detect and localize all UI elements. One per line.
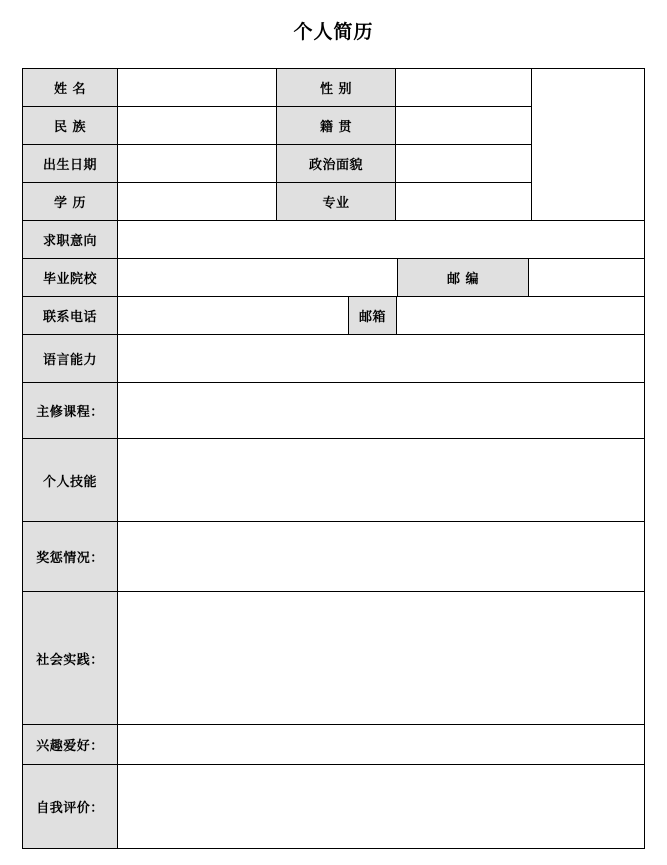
postal-code-label: 邮 编 <box>397 258 529 297</box>
personal-skills-label: 个人技能 <box>22 438 118 522</box>
gender-field[interactable] <box>395 68 532 107</box>
political-status-label: 政治面貌 <box>276 144 396 183</box>
native-place-label: 籍 贯 <box>276 106 396 145</box>
education-label: 学 历 <box>22 182 118 221</box>
page-title: 个人简历 <box>293 21 374 43</box>
phone-label: 联系电话 <box>22 296 118 335</box>
main-courses-field[interactable] <box>117 382 645 439</box>
name-field[interactable] <box>117 68 277 107</box>
awards-label: 奖惩情况： <box>22 521 118 592</box>
gender-label: 性 别 <box>276 68 396 107</box>
name-label: 姓 名 <box>22 68 118 107</box>
birth-date-field[interactable] <box>117 144 277 183</box>
personal-skills-field[interactable] <box>117 438 645 522</box>
phone-field[interactable] <box>117 296 349 335</box>
native-place-field[interactable] <box>395 106 532 145</box>
hobbies-label: 兴趣爱好： <box>22 724 118 765</box>
postal-code-field[interactable] <box>528 258 645 297</box>
self-evaluation-label: 自我评价： <box>22 764 118 849</box>
language-ability-label: 语言能力 <box>22 334 118 383</box>
job-intention-label: 求职意向 <box>22 220 118 259</box>
awards-field[interactable] <box>117 521 645 592</box>
education-field[interactable] <box>117 182 277 221</box>
social-practice-field[interactable] <box>117 591 645 725</box>
major-field[interactable] <box>395 182 532 221</box>
hobbies-field[interactable] <box>117 724 645 765</box>
email-field[interactable] <box>396 296 645 335</box>
email-label: 邮箱 <box>348 296 397 335</box>
ethnicity-label: 民 族 <box>22 106 118 145</box>
photo-area[interactable] <box>531 68 645 221</box>
self-evaluation-field[interactable] <box>117 764 645 849</box>
ethnicity-field[interactable] <box>117 106 277 145</box>
graduated-school-field[interactable] <box>117 258 398 297</box>
job-intention-field[interactable] <box>117 220 645 259</box>
language-ability-field[interactable] <box>117 334 645 383</box>
birth-date-label: 出生日期 <box>22 144 118 183</box>
main-courses-label: 主修课程： <box>22 382 118 439</box>
political-status-field[interactable] <box>395 144 532 183</box>
graduated-school-label: 毕业院校 <box>22 258 118 297</box>
major-label: 专业 <box>276 182 396 221</box>
social-practice-label: 社会实践： <box>22 591 118 725</box>
